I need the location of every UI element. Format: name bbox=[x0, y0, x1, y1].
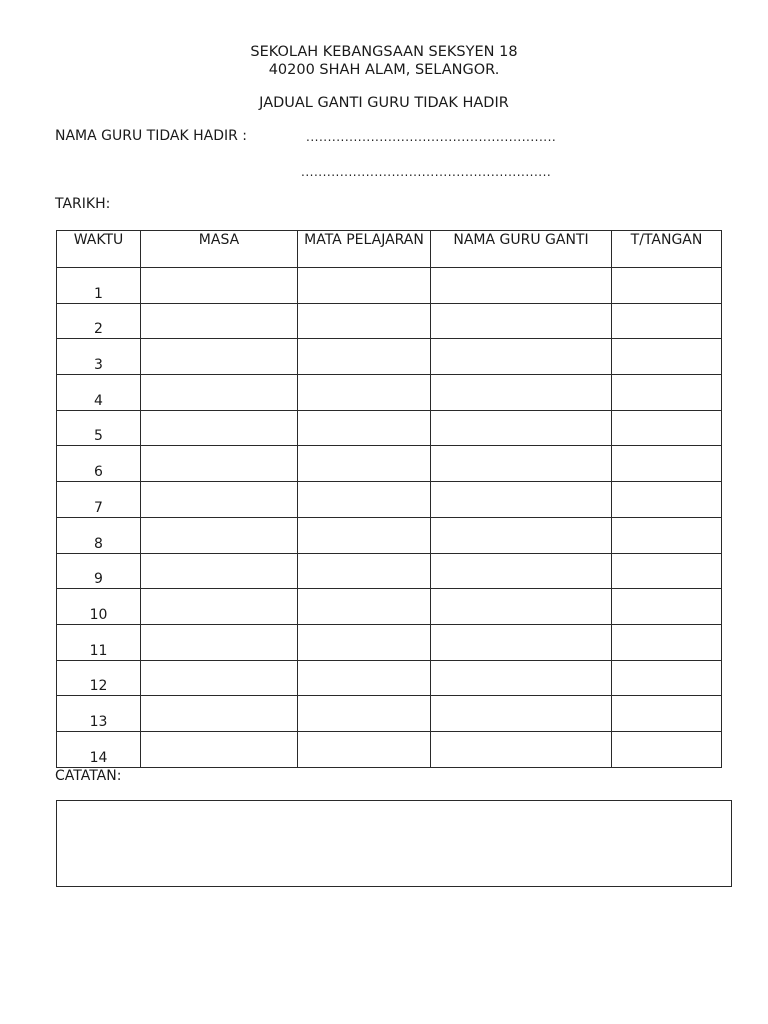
table-row bbox=[57, 268, 722, 304]
substitute-teacher-cell[interactable] bbox=[431, 589, 612, 625]
subject-cell[interactable] bbox=[298, 482, 431, 518]
substitute-teacher-cell[interactable] bbox=[431, 696, 612, 732]
table-row bbox=[57, 375, 722, 411]
header-mata-pelajaran: MATA PELAJARAN bbox=[298, 231, 431, 268]
subject-cell[interactable] bbox=[298, 339, 431, 375]
header-waktu: WAKTU bbox=[57, 231, 141, 268]
absent-teacher-label: NAMA GURU TIDAK HADIR : bbox=[55, 128, 248, 144]
header-masa: MASA bbox=[141, 231, 298, 268]
substitute-teacher-cell[interactable] bbox=[431, 339, 612, 375]
substitute-teacher-cell[interactable] bbox=[431, 731, 612, 767]
period-number: 7 bbox=[57, 482, 141, 518]
table-header-row bbox=[57, 231, 722, 268]
subject-cell[interactable] bbox=[298, 624, 431, 660]
subject-cell[interactable] bbox=[298, 517, 431, 553]
time-cell[interactable] bbox=[141, 660, 298, 696]
header-t-tangan: T/TANGAN bbox=[612, 231, 722, 268]
substitute-teacher-cell[interactable] bbox=[431, 482, 612, 518]
time-cell[interactable] bbox=[141, 410, 298, 446]
substitute-teacher-cell[interactable] bbox=[431, 660, 612, 696]
table-row bbox=[57, 517, 722, 553]
time-cell[interactable] bbox=[141, 482, 298, 518]
subject-cell[interactable] bbox=[298, 589, 431, 625]
period-number: 12 bbox=[57, 660, 141, 696]
signature-cell[interactable] bbox=[612, 410, 722, 446]
table-body bbox=[57, 268, 722, 768]
signature-cell[interactable] bbox=[612, 446, 722, 482]
signature-cell[interactable] bbox=[612, 624, 722, 660]
absent-teacher-line-2[interactable]: .......................................................... bbox=[301, 165, 552, 179]
table-row bbox=[57, 589, 722, 625]
table-row bbox=[57, 410, 722, 446]
time-cell[interactable] bbox=[141, 517, 298, 553]
subject-cell[interactable] bbox=[298, 268, 431, 304]
time-cell[interactable] bbox=[141, 268, 298, 304]
table-row bbox=[57, 660, 722, 696]
period-number: 2 bbox=[57, 303, 141, 339]
period-number: 13 bbox=[57, 696, 141, 732]
substitute-teacher-cell[interactable] bbox=[431, 268, 612, 304]
table-row bbox=[57, 339, 722, 375]
signature-cell[interactable] bbox=[612, 660, 722, 696]
signature-cell[interactable] bbox=[612, 268, 722, 304]
signature-cell[interactable] bbox=[612, 696, 722, 732]
substitute-teacher-cell[interactable] bbox=[431, 446, 612, 482]
table-row bbox=[57, 553, 722, 589]
time-cell[interactable] bbox=[141, 589, 298, 625]
school-address: 40200 SHAH ALAM, SELANGOR. bbox=[268, 62, 500, 78]
subject-cell[interactable] bbox=[298, 375, 431, 411]
notes-box[interactable] bbox=[56, 800, 732, 887]
signature-cell[interactable] bbox=[612, 375, 722, 411]
time-cell[interactable] bbox=[141, 303, 298, 339]
time-cell[interactable] bbox=[141, 624, 298, 660]
date-label: TARIKH: bbox=[55, 196, 111, 212]
subject-cell[interactable] bbox=[298, 731, 431, 767]
time-cell[interactable] bbox=[141, 731, 298, 767]
substitute-teacher-cell[interactable] bbox=[431, 624, 612, 660]
period-number: 14 bbox=[57, 731, 141, 767]
table-row bbox=[57, 696, 722, 732]
subject-cell[interactable] bbox=[298, 410, 431, 446]
notes-label: CATATAN: bbox=[55, 768, 122, 784]
period-number: 6 bbox=[57, 446, 141, 482]
signature-cell[interactable] bbox=[612, 553, 722, 589]
substitute-teacher-cell[interactable] bbox=[431, 375, 612, 411]
period-number: 10 bbox=[57, 589, 141, 625]
substitute-teacher-cell[interactable] bbox=[431, 410, 612, 446]
table-row bbox=[57, 731, 722, 767]
time-cell[interactable] bbox=[141, 553, 298, 589]
signature-cell[interactable] bbox=[612, 339, 722, 375]
subject-cell[interactable] bbox=[298, 303, 431, 339]
period-number: 3 bbox=[57, 339, 141, 375]
school-name: SEKOLAH KEBANGSAAN SEKSYEN 18 bbox=[250, 44, 518, 60]
period-number: 4 bbox=[57, 375, 141, 411]
substitute-teacher-cell[interactable] bbox=[431, 303, 612, 339]
period-number: 11 bbox=[57, 624, 141, 660]
time-cell[interactable] bbox=[141, 696, 298, 732]
table-row bbox=[57, 446, 722, 482]
table-row bbox=[57, 624, 722, 660]
signature-cell[interactable] bbox=[612, 731, 722, 767]
table-row bbox=[57, 303, 722, 339]
subject-cell[interactable] bbox=[298, 446, 431, 482]
substitute-teacher-cell[interactable] bbox=[431, 553, 612, 589]
time-cell[interactable] bbox=[141, 339, 298, 375]
substitute-teacher-cell[interactable] bbox=[431, 517, 612, 553]
header-nama-guru-ganti: NAMA GURU GANTI bbox=[431, 231, 612, 268]
signature-cell[interactable] bbox=[612, 517, 722, 553]
time-cell[interactable] bbox=[141, 375, 298, 411]
period-number: 5 bbox=[57, 410, 141, 446]
form-title: JADUAL GANTI GURU TIDAK HADIR bbox=[259, 95, 509, 111]
substitute-schedule-table bbox=[56, 230, 722, 768]
subject-cell[interactable] bbox=[298, 696, 431, 732]
signature-cell[interactable] bbox=[612, 303, 722, 339]
subject-cell[interactable] bbox=[298, 553, 431, 589]
period-number: 8 bbox=[57, 517, 141, 553]
period-number: 1 bbox=[57, 268, 141, 304]
absent-teacher-line-1[interactable]: .......................................................... bbox=[306, 130, 557, 144]
signature-cell[interactable] bbox=[612, 482, 722, 518]
signature-cell[interactable] bbox=[612, 589, 722, 625]
period-number: 9 bbox=[57, 553, 141, 589]
table-row bbox=[57, 482, 722, 518]
time-cell[interactable] bbox=[141, 446, 298, 482]
subject-cell[interactable] bbox=[298, 660, 431, 696]
